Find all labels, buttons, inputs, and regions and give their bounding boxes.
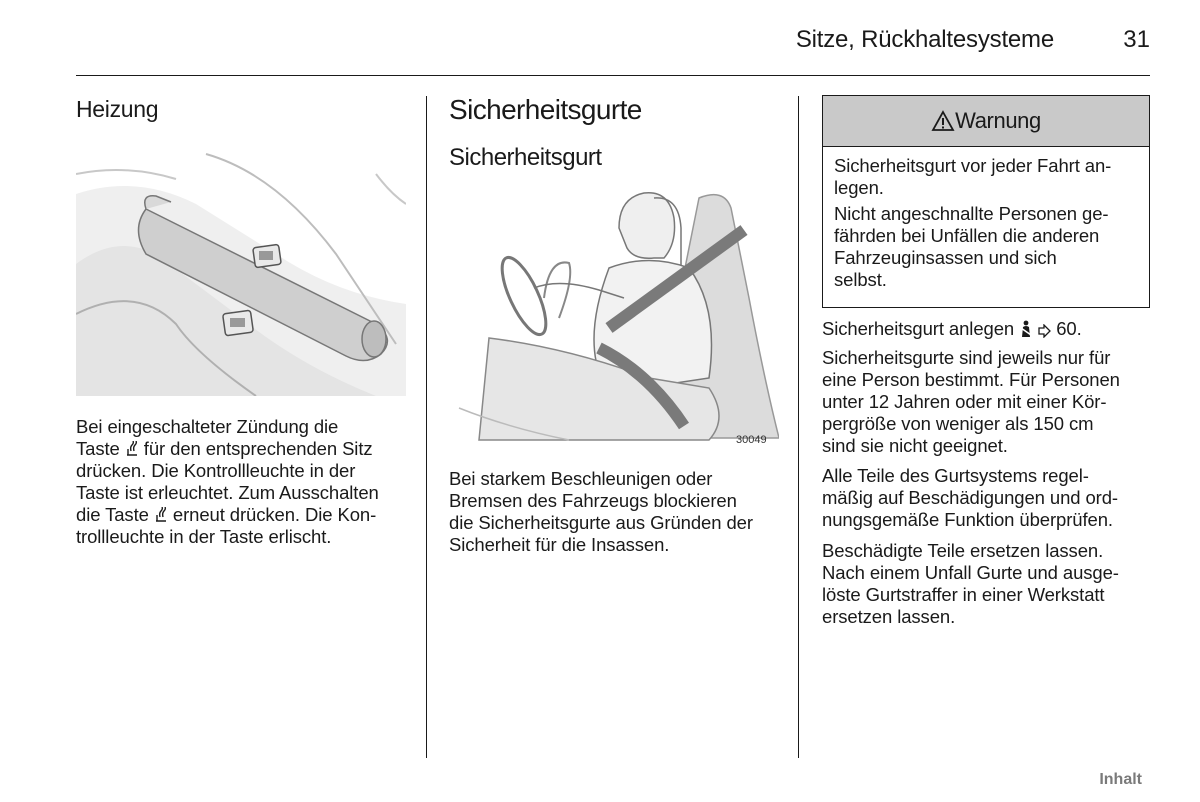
text-line: Bei eingeschalteter Zündung die <box>76 416 339 437</box>
arrow-right-icon[interactable] <box>1038 324 1051 338</box>
text-line: Nicht angeschnallte Personen ge- <box>834 203 1109 224</box>
text-line: Taste für den entsprechenden Sitz <box>76 438 373 459</box>
text-line: ersetzen lassen. <box>822 606 956 627</box>
seatbelt-icon <box>1019 320 1033 338</box>
warning-box <box>822 95 1150 308</box>
text-line: Sicherheit für die Insassen. <box>449 534 670 555</box>
text-line: legen. <box>834 177 884 198</box>
text-line: Alle Teile des Gurtsystems regel- <box>822 465 1089 486</box>
cross-reference-line <box>822 318 1162 340</box>
text-line: sind sie nicht geeignet. <box>822 435 1008 456</box>
text-line: Bremsen des Fahrzeugs blockieren <box>449 490 737 511</box>
text-line: nungsgemäße Funktion überprüfen. <box>822 509 1113 530</box>
paragraph-inspection <box>822 465 1162 531</box>
text-line: Bei starkem Beschleunigen oder <box>449 468 713 489</box>
page-reference-link[interactable]: 60. <box>1056 318 1082 339</box>
text-line: Fahrzeuginsassen und sich <box>834 247 1057 268</box>
heizung-paragraph <box>76 416 416 548</box>
sicherheitsgurte-paragraph <box>449 468 789 556</box>
text-line: drücken. Die Kontrollleuchte in der <box>76 460 356 481</box>
seat-heating-icon <box>154 507 168 524</box>
text-line: Nach einem Unfall Gurte und ausge- <box>822 562 1119 583</box>
text-line: Sicherheitsgurt vor jeder Fahrt an- <box>834 155 1112 176</box>
text-line: die Taste erneut drücken. Die Kon- <box>76 504 377 525</box>
text-line: pergröße von weniger als 150 cm <box>822 413 1094 434</box>
contents-link[interactable]: Inhalt <box>1099 771 1142 788</box>
text-line: unter 12 Jahren oder mit einer Kör- <box>822 391 1107 412</box>
text-line: eine Person bestimmt. Für Personen <box>822 369 1120 390</box>
header-rule <box>76 75 1150 76</box>
text-line: Sicherheitsgurte sind jeweils nur für <box>822 347 1111 368</box>
section-heading-heizung: Heizung <box>76 96 159 122</box>
page-number: 31 <box>1123 26 1150 53</box>
warning-title: Warnung <box>955 108 1041 133</box>
text-line: trollleuchte in der Taste erlischt. <box>76 526 332 547</box>
column-divider-right <box>798 96 799 758</box>
column-divider-left <box>426 96 427 758</box>
subheading-sicherheitsgurt: Sicherheitsgurt <box>449 144 602 171</box>
text-line: Beschädigte Teile ersetzen lassen. <box>822 540 1104 561</box>
section-heading-sicherheitsgurte: Sicherheitsgurte <box>449 94 642 125</box>
text-line: löste Gurtstraffer in einer Werkstatt <box>822 584 1105 605</box>
paragraph-one-person <box>822 347 1162 457</box>
text-line: selbst. <box>834 269 887 290</box>
text-line: Sicherheitsgurt anlegen 60. <box>822 318 1082 339</box>
warning-paragraph <box>834 155 1139 199</box>
warning-header <box>823 96 1149 147</box>
seatbelt-driver-illustration <box>449 178 779 454</box>
warning-triangle-icon <box>931 110 955 132</box>
text-line: Taste ist erleuchtet. Zum Ausschalten <box>76 482 379 503</box>
text-line: mäßig auf Beschädigungen und ord- <box>822 487 1118 508</box>
figure-code: 30049 <box>736 434 767 446</box>
warning-body <box>823 147 1149 291</box>
text-line: fährden bei Unfällen die anderen <box>834 225 1100 246</box>
seat-heating-buttons-illustration <box>76 134 406 396</box>
paragraph-replace-parts <box>822 540 1162 628</box>
text-line: die Sicherheitsgurte aus Gründen der <box>449 512 753 533</box>
warning-paragraph <box>834 203 1139 291</box>
running-header-title: Sitze, Rückhaltesysteme <box>795 26 1054 53</box>
seat-heating-icon <box>125 441 139 458</box>
